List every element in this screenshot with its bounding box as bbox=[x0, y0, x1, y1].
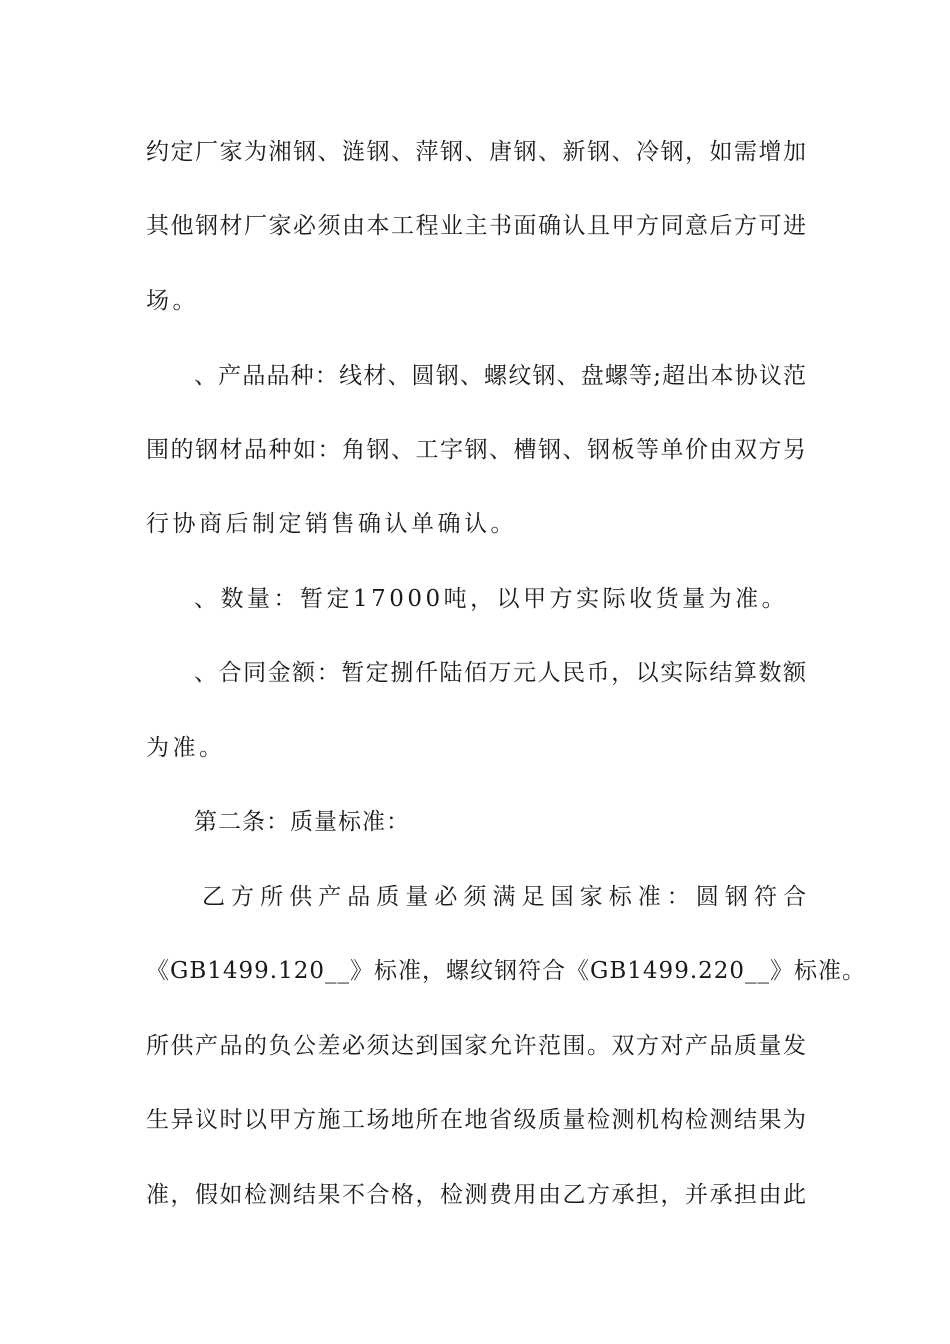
text-line-5: 围的钢材品种如：角钢、工字钢、槽钢、钢板等单价由双方另 bbox=[146, 437, 806, 463]
text-line-12: 《GB1499.120__》标准，螺纹钢符合《GB1499.220__》标准。 bbox=[146, 958, 867, 984]
text-line-4: 、产品品种：线材、圆钢、螺纹钢、盘螺等;超出本协议范 bbox=[194, 363, 806, 389]
text-line-11: 乙方所供产品质量必须满足国家标准：圆钢符合 bbox=[202, 884, 806, 910]
section-heading: 第二条：质量标准： bbox=[194, 809, 410, 835]
text-line-6: 行协商后制定销售确认单确认。 bbox=[146, 511, 517, 537]
text-line-7: 、数量：暂定17000吨，以甲方实际收货量为准。 bbox=[194, 586, 789, 612]
text-line-2: 其他钢材厂家必须由本工程业主书面确认且甲方同意后方可进 bbox=[146, 213, 806, 239]
text-line-3: 场。 bbox=[146, 288, 199, 314]
text-line-14: 生异议时以甲方施工场地所在地省级质量检测机构检测结果为 bbox=[146, 1107, 806, 1133]
text-line-13: 所供产品的负公差必须达到国家允许范围。双方对产品质量发 bbox=[146, 1033, 806, 1059]
text-line-9: 为准。 bbox=[146, 735, 226, 761]
text-line-8: 、合同金额：暂定捌仟陆佰万元人民币，以实际结算数额 bbox=[194, 660, 806, 686]
text-line-1: 约定厂家为湘钢、涟钢、萍钢、唐钢、新钢、冷钢，如需增加 bbox=[146, 139, 806, 165]
text-line-15: 准，假如检测结果不合格，检测费用由乙方承担，并承担由此 bbox=[146, 1182, 806, 1208]
